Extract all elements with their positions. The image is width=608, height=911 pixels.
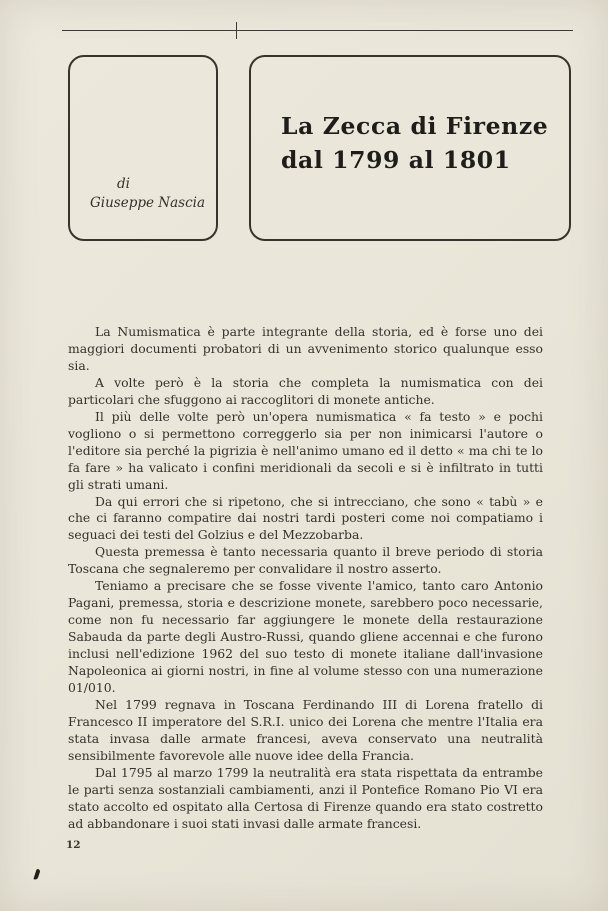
paragraph: Dal 1795 al marzo 1799 la neutralità era stata rispettata da entrambe le parti senza sostanziali cambiamenti, anzi il Pontefice Romano Pio VI era stato accolto ed ospitato alla Certosa di Firenze quando era stato costretto ad abbandonare i suoi stati invasi dalle armate francesi. xyxy=(68,764,543,831)
paragraph: Questa premessa è tanto necessaria quanto il breve periodo di storia Toscana che segnaleremo per convalidare il nostro asserto. xyxy=(68,544,543,577)
body-text xyxy=(68,324,543,833)
paragraph: A volte però è la storia che completa la numismatica con dei particolari che sfuggono ai raccoglitori di monete antiche. xyxy=(68,374,543,407)
paragraph: Il più delle volte però un'opera numismatica « fa testo » e pochi vogliono o si permettono correggerlo sia per non inimicarsi l'autore o l'editore sia perché la pigrizia è nell'animo umano ed il detto « ma chi te lo fa fare » ha valicato i confini meridionali da secoli e si è infiltrato in tutti gli strati umani. xyxy=(68,408,543,492)
page-title-line1: La Zecca di Firenze xyxy=(281,112,549,140)
paragraph: Da qui errori che si ripetono, che si intrecciano, che sono « tabù » e che ci faranno compatire dai nostri tardi posteri come noi compatiamo i seguaci dei testi del Golzius e del Mezzobarba. xyxy=(68,493,543,543)
page-title-line2: dal 1799 al 1801 xyxy=(281,146,511,174)
ink-mark-icon xyxy=(33,869,40,881)
author-frame-box xyxy=(68,55,218,241)
paragraph: Teniamo a precisare che se fosse vivente l'amico, tanto caro Antonio Pagani, premessa, storia e descrizione monete, sarebbero poco necessarie, come non fu necessario far aggiungere le monete della restaurazione Sabauda da parte degli Austro-Russi, quando gliene accennai e che furono inclusi nell'edizione 1962 del suo testo di monete italiane dall'invasione Napoleonica ai giorni nostri, in fine al volume stesso con una numerazione 01/010. xyxy=(68,578,543,696)
paragraph: La Numismatica è parte integrante della storia, ed è forse uno dei maggiori documenti probatori di un avvenimento storico qualunque esso sia. xyxy=(68,324,543,373)
author-block xyxy=(90,175,205,213)
page-number: 12 xyxy=(66,839,81,851)
top-rule-tick xyxy=(236,22,237,39)
author-name: Giuseppe Nascia xyxy=(90,195,205,212)
title-frame-box xyxy=(249,55,571,241)
page-title xyxy=(281,109,548,177)
paragraph: Nel 1799 regnava in Toscana Ferdinando III di Lorena fratello di Francesco II imperatore del S.R.I. unico dei Lorena che mentre l'Italia era stata invasa dalle armate francesi, aveva conservato una neutralità sensibilmente favorevole alle nuove idee della Francia. xyxy=(68,696,543,763)
author-label: di xyxy=(117,176,130,193)
top-rule-divider xyxy=(62,30,573,31)
